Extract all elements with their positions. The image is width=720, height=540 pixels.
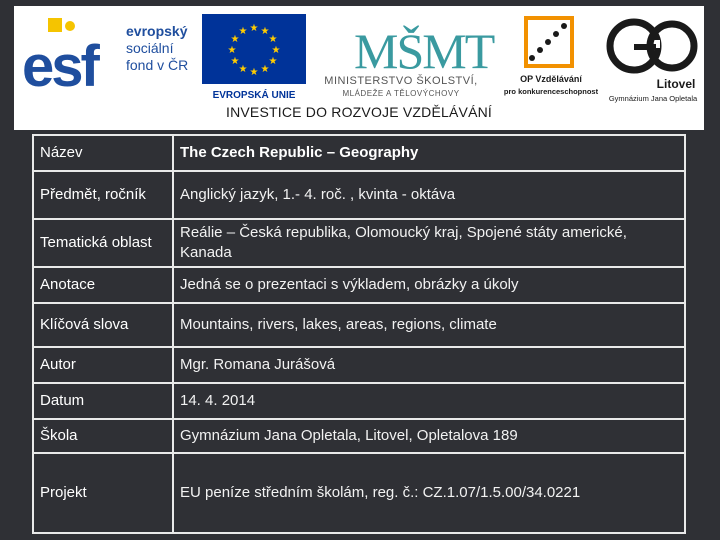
eu-label: EVROPSKÁ UNIE	[212, 90, 296, 101]
row-label: Název	[33, 135, 173, 171]
row-value: 14. 4. 2014	[173, 383, 685, 419]
svg-text:★: ★	[260, 26, 270, 37]
logo-banner	[14, 6, 704, 130]
row-label: Tematická oblast	[33, 219, 173, 267]
row-value: Mgr. Romana Jurášová	[173, 347, 685, 383]
project-info-table	[32, 134, 686, 534]
row-label: Projekt	[33, 453, 173, 533]
svg-text:★: ★	[260, 64, 270, 75]
op-vzdelavani-logo	[500, 10, 602, 106]
row-value: Anglický jazyk, 1.- 4. roč. , kvinta - oktáva	[173, 171, 685, 219]
esf-logo	[18, 12, 198, 92]
row-label: Datum	[33, 383, 173, 419]
svg-text:★: ★	[238, 26, 248, 37]
svg-text:★: ★	[268, 56, 278, 67]
msmt-line-1: MINISTERSTVO ŠKOLSTVÍ,	[324, 75, 478, 87]
esf-line-3: fond v ČR	[126, 57, 189, 73]
svg-text:★: ★	[271, 45, 281, 56]
row-value: Mountains, rivers, lakes, areas, regions, climate	[173, 303, 685, 347]
row-label: Předmět, ročník	[33, 171, 173, 219]
row-value: The Czech Republic – Geography	[173, 135, 685, 171]
esf-line-1: evropský	[126, 23, 188, 39]
table-row-tematicka-oblast	[33, 219, 685, 267]
svg-text:★: ★	[227, 45, 237, 56]
svg-text:esf: esf	[22, 34, 97, 92]
table-row-anotace	[33, 267, 685, 303]
svg-text:MŠMT: MŠMT	[354, 23, 494, 79]
table-row-nazev	[33, 135, 685, 171]
svg-text:★: ★	[230, 34, 240, 45]
row-label: Autor	[33, 347, 173, 383]
row-label: Anotace	[33, 267, 173, 303]
table-row-projekt	[33, 453, 685, 533]
school-go-logo	[602, 10, 704, 106]
svg-text:★: ★	[249, 23, 259, 34]
table-row-datum	[33, 383, 685, 419]
school-logo-name: Gymnázium Jana Opletala	[608, 94, 698, 103]
row-label: Klíčová slova	[33, 303, 173, 347]
svg-text:★: ★	[268, 34, 278, 45]
op-line-1: OP Vzdělávání	[520, 74, 582, 84]
svg-text:★: ★	[230, 56, 240, 67]
msmt-logo	[306, 10, 496, 110]
row-label: Škola	[33, 419, 173, 453]
row-value: Jedná se o prezentaci s výkladem, obrázky a úkoly	[173, 267, 685, 303]
project-tagline: INVESTICE DO ROZVOJE VZDĚLÁVÁNÍ	[225, 104, 493, 120]
row-value: EU peníze středním školám, reg. č.: CZ.1.07/1.5.00/34.0221	[173, 453, 685, 533]
op-line-2: pro konkurenceschopnost	[503, 87, 599, 96]
row-value: Gymnázium Jana Opletala, Litovel, Opletalova 189	[173, 419, 685, 453]
svg-text:★: ★	[249, 67, 259, 78]
row-value: Reálie – Česká republika, Olomoucký kraj, Spojené státy americké, Kanada	[173, 219, 685, 267]
eu-flag-logo	[200, 12, 310, 102]
school-logo-city: Litovel	[656, 77, 696, 91]
table-row-predmet	[33, 171, 685, 219]
table-row-skola	[33, 419, 685, 453]
table-row-klicova-slova	[33, 303, 685, 347]
svg-text:★: ★	[238, 64, 248, 75]
table-row-autor	[33, 347, 685, 383]
msmt-line-2: MLÁDEŽE A TĚLOVÝCHOVY	[342, 89, 460, 98]
esf-line-2: sociální	[126, 40, 174, 56]
